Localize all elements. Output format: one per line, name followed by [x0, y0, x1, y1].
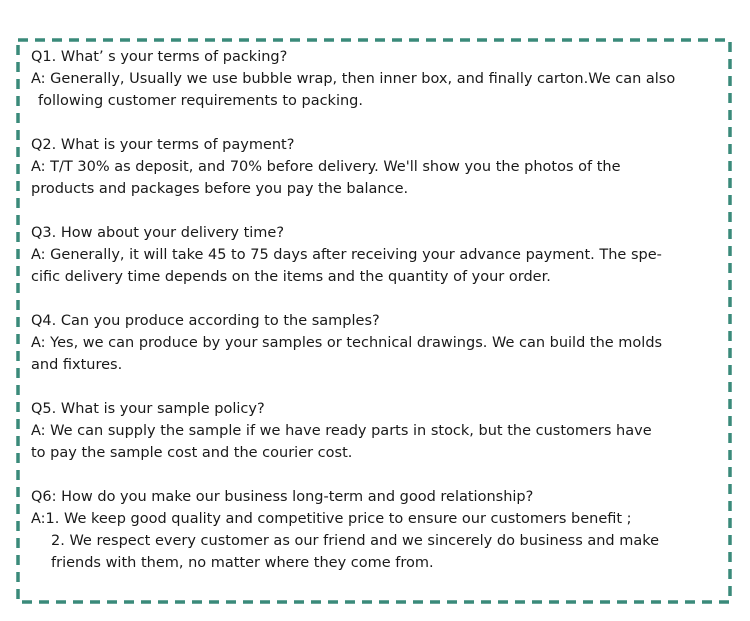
question: Q2. What is your terms of payment? — [31, 137, 295, 153]
answer-line: cific delivery time depends on the items and the quantity of your order. — [31, 269, 551, 285]
faq-item-1 — [31, 46, 721, 112]
answer-line: products and packages before you pay the balance. — [31, 181, 409, 197]
question: Q1. What’ s your terms of packing? — [31, 49, 288, 65]
faq-list — [31, 46, 721, 596]
answer-line: A: Generally, it will take 45 to 75 days after receiving your advance payment. The spe- — [31, 247, 662, 263]
answer-line: A: T/T 30% as deposit, and 70% before delivery. We'll show you the photos of the — [31, 159, 621, 175]
faq-item-4 — [31, 310, 721, 376]
answer-line: A: Generally, Usually we use bubble wrap, then inner box, and finally carton.We can also — [31, 71, 676, 87]
answer-line: A: Yes, we can produce by your samples or technical drawings. We can build the molds — [31, 335, 663, 351]
answer-line: friends with them, no matter where they come from. — [51, 555, 434, 571]
question: Q3. How about your delivery time? — [31, 225, 285, 241]
answer-line: A: We can supply the sample if we have ready parts in stock, but the customers have — [31, 423, 652, 439]
question: Q6: How do you make our business long-term and good relationship? — [31, 489, 534, 505]
faq-frame — [16, 38, 732, 604]
faq-item-5 — [31, 398, 721, 464]
answer-line: following customer requirements to packing. — [38, 93, 363, 109]
faq-item-6 — [31, 486, 721, 574]
question: Q5. What is your sample policy? — [31, 401, 265, 417]
answer-line: and fixtures. — [31, 357, 123, 373]
answer-line: 2. We respect every customer as our friend and we sincerely do business and make — [51, 533, 660, 549]
question: Q4. Can you produce according to the samples? — [31, 313, 380, 329]
faq-item-2 — [31, 134, 721, 200]
answer-line: A:1. We keep good quality and competitive price to ensure our customers benefit ; — [31, 511, 632, 527]
faq-item-3 — [31, 222, 721, 288]
answer-line: to pay the sample cost and the courier cost. — [31, 445, 353, 461]
